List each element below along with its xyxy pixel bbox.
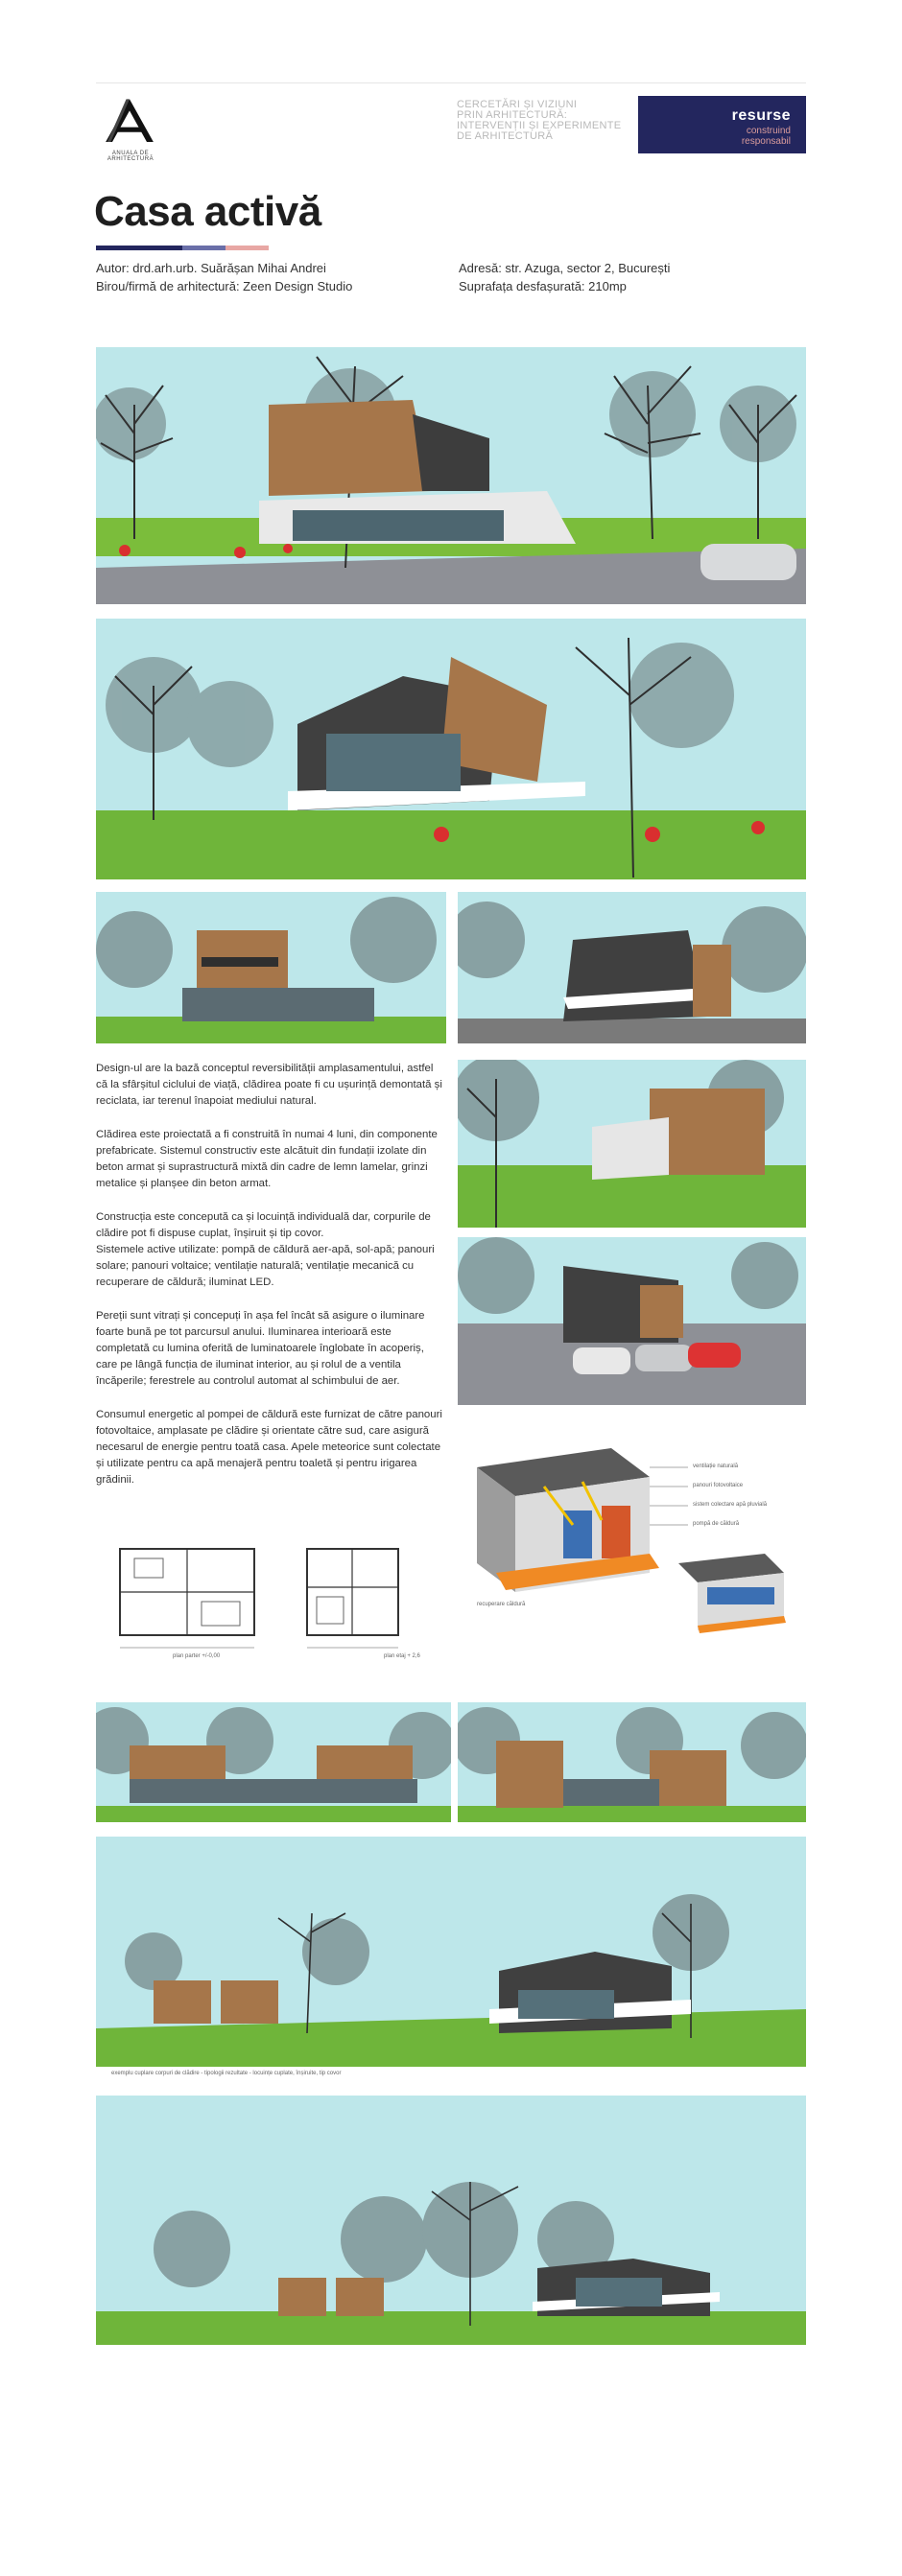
description-text bbox=[96, 1061, 443, 1506]
diagram-label: sistem colectare apă pluvială bbox=[693, 1502, 768, 1508]
paragraph: Clădirea este proiectată a fi construită în numai 4 luni, din componente prefabricate. Sistemul constructiv este alcătuit din fundații izolate din beton armat și suprastructură mixtă din cadre de lemn lamelar, grinzi metalice și planșee din beton armat. bbox=[96, 1129, 438, 1189]
render-front-view bbox=[458, 892, 806, 1043]
badge-tag-line: responsabil bbox=[741, 136, 791, 147]
paragraph: Pereții sunt vitrați și concepuți în așa fel încât să asigure o iluminare foarte bună pe tot parcursul anului. Iluminarea interioară este completată cu lumina oferită de luminatoarele înglobate în acoperiș, care pe lângă funcția de iluminat interior, au și rolul de a ventila încăperile; ferestrele au controlul automat al schimbului de aer. bbox=[96, 1310, 425, 1387]
paragraph-sentence: Construcția este concepută ca și locuință individuală dar, corpurile de clădire pot fi dispuse cuplat, înșiruit și tip covor. bbox=[96, 1211, 431, 1239]
render-coupled-houses-right bbox=[458, 1702, 806, 1822]
ground-floor-plan bbox=[96, 1534, 278, 1669]
address-block bbox=[459, 259, 670, 295]
accent-bar bbox=[96, 246, 182, 250]
series-line: PRIN ARHITECTURĂ: bbox=[457, 109, 568, 121]
render-coupled-houses-left bbox=[96, 1702, 451, 1822]
diagram-label: pompă de căldură bbox=[693, 1521, 740, 1527]
logo-text: ANUALA DE ARHITECTURĂ bbox=[107, 151, 154, 162]
diagram-label: ventilație naturală bbox=[693, 1464, 739, 1469]
plan-label: plan parter +/-0,00 bbox=[173, 1653, 221, 1659]
paragraph: Design-ul are la bază conceptul reversibilității amplasamentului, astfel că la sfârșitul ciclului de viață, clădirea poate fi cu ușurință demontată și reciclata, iar terenul înapoiat mediului natural. bbox=[96, 1063, 442, 1107]
render-garden-view bbox=[458, 1060, 806, 1228]
series-line: DE ARHITECTURĂ bbox=[457, 130, 554, 142]
upper-floor-plan bbox=[288, 1534, 446, 1669]
badge-tag-line: construind bbox=[746, 126, 791, 136]
grouping-caption: exemplu cuplare corpuri de clădire - tipologii rezultate - locuințe cuplate, înșiruite, tip covor bbox=[111, 2071, 342, 2076]
render-elevation-view bbox=[96, 892, 446, 1043]
accent-bars bbox=[96, 246, 269, 250]
diagram-label: panouri fotovoltaice bbox=[693, 1483, 744, 1488]
author-line: Autor: drd.arh.urb. Suărășan Mihai Andrei bbox=[96, 261, 326, 275]
page-title: Casa activă bbox=[94, 188, 321, 235]
resurse-badge bbox=[638, 96, 806, 153]
paragraph-sentence: Sistemele active utilizate: pompă de căldură aer-apă, sol-apă; panouri solare; panouri voltaice; ventilație naturală; ventilație mecanică cu recuperare de căldură; iluminat LED. bbox=[96, 1244, 435, 1288]
render-grouping-layout bbox=[96, 1837, 806, 2086]
firm-line: Birou/firmă de arhitectură: Zeen Design Studio bbox=[96, 279, 353, 293]
render-panorama bbox=[96, 2096, 806, 2345]
render-corner-view bbox=[96, 619, 806, 879]
energy-systems-diagram bbox=[458, 1429, 806, 1635]
accent-bar bbox=[226, 246, 269, 250]
area-line: Suprafața desfașurată: 210mp bbox=[459, 279, 627, 293]
series-line: CERCETĂRI ȘI VIZIUNI bbox=[457, 99, 578, 110]
address-line: Adresă: str. Azuga, sector 2, București bbox=[459, 261, 671, 275]
top-divider bbox=[96, 82, 806, 83]
diagram-label: recuperare căldură bbox=[477, 1602, 526, 1607]
author-block bbox=[96, 259, 352, 295]
render-parking-view bbox=[458, 1237, 806, 1405]
series-title bbox=[457, 100, 649, 142]
badge-tagline bbox=[742, 126, 791, 147]
paragraph: Consumul energetic al pompei de căldură este furnizat de către panouri fotovoltaice, amplasate pe clădire și orientate către sud, care asigură necesarul de energie pentru toată casa. Apele meteorice sunt colectate și utilizate pentru ca apă menajeră pentru toaletă și pentru irigarea grădinii. bbox=[96, 1409, 442, 1486]
render-street-view bbox=[96, 347, 806, 604]
badge-brand: resurse bbox=[731, 107, 791, 124]
plan-label: plan etaj + 2,6 bbox=[384, 1653, 420, 1659]
series-line: INTERVENȚII ȘI EXPERIMENTE bbox=[457, 120, 622, 131]
accent-bar bbox=[182, 246, 226, 250]
paragraph bbox=[96, 1209, 443, 1291]
